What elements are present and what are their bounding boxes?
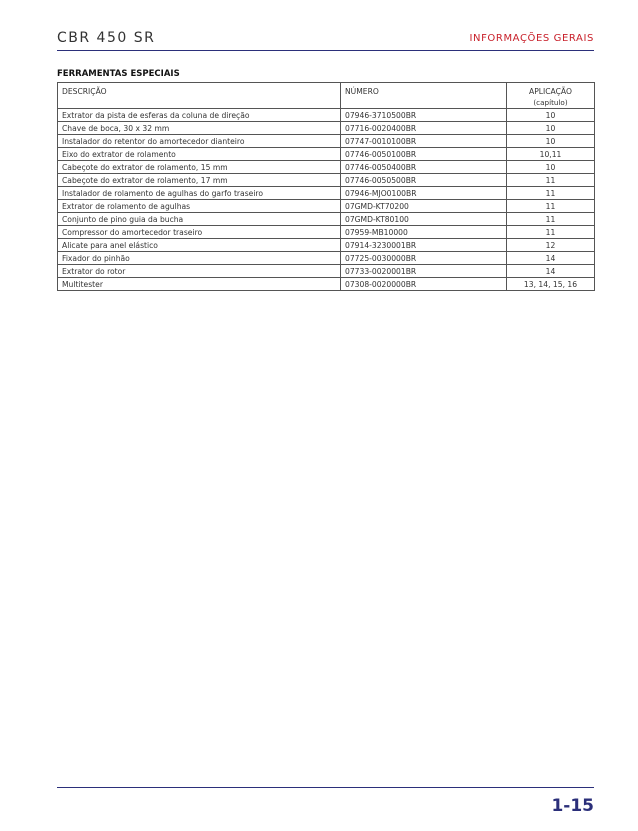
- tool-application-cell: 10: [507, 135, 595, 148]
- tool-application-cell: 11: [507, 187, 595, 200]
- page-number: 1-15: [551, 796, 594, 816]
- table-row: [58, 187, 595, 200]
- tool-application-cell: 10: [507, 109, 595, 122]
- tool-application-cell: 14: [507, 252, 595, 265]
- tool-application-cell: 11: [507, 213, 595, 226]
- tool-number-cell: 07716-0020400BR: [341, 122, 507, 135]
- table-row: [58, 226, 595, 239]
- table-row: [58, 278, 595, 291]
- tool-description-cell: Instalador do retentor do amortecedor dianteiro: [58, 135, 341, 148]
- table-row: [58, 252, 595, 265]
- tool-number-cell: 07946-3710500BR: [341, 109, 507, 122]
- tool-description-cell: Cabeçote do extrator de rolamento, 17 mm: [58, 174, 341, 187]
- tool-application-cell: 10,11: [507, 148, 595, 161]
- tool-number-cell: 07733-0020001BR: [341, 265, 507, 278]
- tool-description-cell: Chave de boca, 30 x 32 mm: [58, 122, 341, 135]
- section-title: FERRAMENTAS ESPECIAIS: [57, 69, 180, 79]
- tool-description-cell: Extrator da pista de esferas da coluna de direção: [58, 109, 341, 122]
- tool-number-cell: 07747-0010100BR: [341, 135, 507, 148]
- tool-number-cell: 07308-0020000BR: [341, 278, 507, 291]
- application-header-sublabel: (capítulo): [533, 98, 568, 107]
- tool-application-cell: 10: [507, 122, 595, 135]
- tool-description-cell: Cabeçote do extrator de rolamento, 15 mm: [58, 161, 341, 174]
- table-row: [58, 161, 595, 174]
- table-row: [58, 122, 595, 135]
- table-row: [58, 239, 595, 252]
- tool-number-cell: 07946-MJO0100BR: [341, 187, 507, 200]
- tool-description-cell: Alicate para anel elástico: [58, 239, 341, 252]
- application-header-label: APLICAÇÃO: [529, 87, 572, 96]
- tool-description-cell: Compressor do amortecedor traseiro: [58, 226, 341, 239]
- table-row: [58, 265, 595, 278]
- tool-application-cell: 10: [507, 161, 595, 174]
- table-row: [58, 213, 595, 226]
- footer-divider: [57, 787, 594, 788]
- chapter-title: INFORMAÇÕES GERAIS: [469, 33, 594, 44]
- tool-description-cell: Conjunto de pino guia da bucha: [58, 213, 341, 226]
- table-row: [58, 109, 595, 122]
- tool-description-cell: Eixo do extrator de rolamento: [58, 148, 341, 161]
- tool-description-cell: Extrator do rotor: [58, 265, 341, 278]
- special-tools-table: [57, 82, 595, 291]
- tool-number-cell: 07725-0030000BR: [341, 252, 507, 265]
- tool-application-cell: 11: [507, 174, 595, 187]
- tool-number-cell: 07914-3230001BR: [341, 239, 507, 252]
- column-header-application: [507, 83, 595, 109]
- table-body: [58, 109, 595, 291]
- table-row: [58, 174, 595, 187]
- tool-application-cell: 13, 14, 15, 16: [507, 278, 595, 291]
- manual-model-title: CBR 450 SR: [57, 30, 156, 46]
- table-row: [58, 135, 595, 148]
- tool-number-cell: 07GMD-KT70200: [341, 200, 507, 213]
- tool-application-cell: 14: [507, 265, 595, 278]
- tool-number-cell: 07746-0050400BR: [341, 161, 507, 174]
- table-header-row: [58, 83, 595, 109]
- tool-application-cell: 12: [507, 239, 595, 252]
- tool-description-cell: Extrator de rolamento de agulhas: [58, 200, 341, 213]
- tool-number-cell: 07746-0050500BR: [341, 174, 507, 187]
- tool-number-cell: 07GMD-KT80100: [341, 213, 507, 226]
- tool-number-cell: 07746-0050100BR: [341, 148, 507, 161]
- tool-description-cell: Fixador do pinhão: [58, 252, 341, 265]
- table-row: [58, 200, 595, 213]
- column-header-description: DESCRIÇÃO: [58, 83, 341, 109]
- table-row: [58, 148, 595, 161]
- column-header-number: NÚMERO: [341, 83, 507, 109]
- header-divider: [57, 50, 594, 51]
- tool-application-cell: 11: [507, 200, 595, 213]
- tool-number-cell: 07959-MB10000: [341, 226, 507, 239]
- tool-description-cell: Multitester: [58, 278, 341, 291]
- tool-application-cell: 11: [507, 226, 595, 239]
- tool-description-cell: Instalador de rolamento de agulhas do garfo traseiro: [58, 187, 341, 200]
